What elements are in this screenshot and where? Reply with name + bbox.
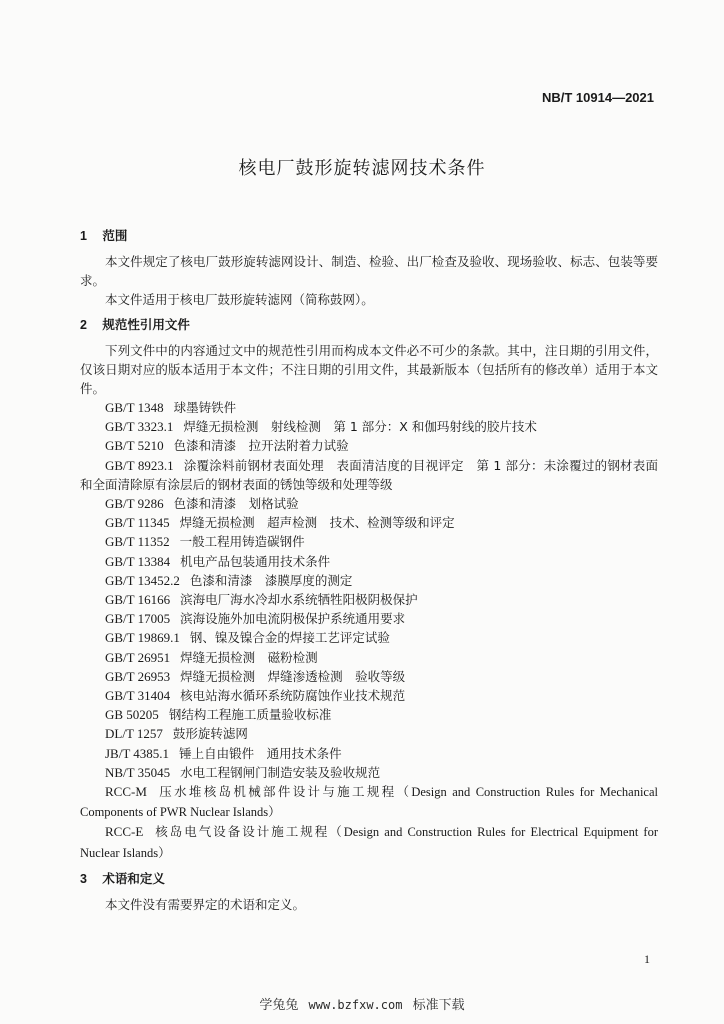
section-title: 规范性引用文件 [102,317,190,332]
document-title: 核电厂鼓形旋转滤网技术条件 [238,158,486,179]
reference-title: 水电工程钢闸门制造安装及验收规范 [180,764,381,780]
reference-code: GB/T 26951 [105,649,171,665]
page-number: 1 [644,952,650,966]
section-number: 1 [80,229,87,243]
section-title: 术语和定义 [102,870,165,886]
watermark-prefix: 学兔兔 [259,998,299,1013]
reference-code: GB/T 11345 [105,515,170,531]
reference-title: 球墨铸铁件 [173,400,237,415]
reference-title: 锤上自由锻件 通用技术条件 [179,745,342,761]
section-heading-terms [80,869,658,889]
reference-item [80,609,658,628]
reference-title: 核岛电气设备设计施工规程 [153,824,330,840]
reference-title: 色漆和清漆 漆膜厚度的测定 [189,572,353,588]
reference-code: GB 50205 [105,707,159,723]
reference-code: JB/T 4385.1 [105,745,170,761]
reference-item [80,456,658,494]
reference-title: 色漆和清漆 拉开法附着力试验 [173,438,349,454]
reference-code: GB/T 19869.1 [105,630,180,646]
reference-code: GB/T 13384 [105,553,171,569]
reference-title: 钢、镍及镍合金的焊接工艺评定试验 [189,630,390,646]
reference-title-english: （Design and Construction Rules for Mechanical Components of PWR Nuclear Islands） [80,785,658,820]
reference-code: GB/T 9286 [105,496,164,512]
reference-title: 钢结构工程施工质量验收标准 [168,707,332,723]
reference-item [80,494,658,513]
terms-paragraph: 本文件没有需要界定的术语和定义。 [105,896,306,912]
reference-item [80,705,658,724]
reference-code: GB/T 8923.1 [105,457,174,473]
reference-title: 一般工程用铸造碳钢件 [179,534,305,550]
standard-number: NB/T 10914—2021 [541,90,654,105]
reference-code: GB/T 11352 [105,534,170,550]
reference-title: 滨海设施外加电流阴极保护系统通用要求 [180,611,406,627]
reference-title: 核电站海水循环系统防腐蚀作业技术规范 [180,688,406,704]
scope-paragraph: 本文件适用于核电厂鼓形旋转滤网（简称鼓网）。 [105,292,374,307]
reference-item [80,763,658,782]
reference-item [80,782,658,822]
reference-item [80,571,658,590]
reference-item [80,398,658,417]
reference-item [80,552,658,571]
reference-code: GB/T 13452.2 [105,572,180,588]
reference-code: RCC-E [105,824,144,840]
reference-title: 压水堆核岛机械部件设计与施工规程 [156,784,397,800]
reference-title: 涂覆涂料前钢材表面处理 表面清洁度的目视评定 第 1 部分：未涂覆过的钢材表面和全面清除原有涂层后的钢材表面的锈蚀等级和处理等级 [80,457,658,492]
section-heading-normative-references [80,315,658,335]
reference-code: GB/T 16166 [105,592,171,608]
reference-item [80,648,658,667]
watermark-suffix: 标准下载 [412,998,465,1013]
reference-code: DL/T 1257 [105,726,163,742]
reference-title: 焊缝无损检测 磁粉检测 [180,649,318,665]
reference-title: 焊缝无损检测 超声检测 技术、检测等级和评定 [179,515,455,531]
reference-code: GB/T 26953 [105,668,171,684]
reference-code: GB/T 31404 [105,688,171,704]
reference-item [80,822,658,862]
section-number: 3 [80,871,87,886]
reference-title: 滨海电厂海水冷却水系统牺牲阳极阴极保护 [180,592,418,608]
reference-title: 机电产品包装通用技术条件 [180,553,331,569]
reference-list [80,398,658,863]
reference-code: GB/T 3323.1 [105,419,174,435]
section-heading-scope [80,226,658,246]
reference-item [80,628,658,647]
watermark-site: www.bzfxw.com [308,998,403,1012]
reference-item [80,724,658,743]
reference-item [80,744,658,763]
reference-code: RCC-M [105,784,147,800]
reference-title: 色漆和清漆 划格试验 [173,496,299,512]
document-body [80,226,658,914]
footer-watermark [0,994,724,1013]
reference-code: NB/T 35045 [105,764,171,780]
reference-title-english: （Design and Construction Rules for Electrical Equipment for Nuclear Islands） [80,825,658,860]
references-intro: 下列文件中的内容通过文中的规范性引用而构成本文件必不可少的条款。其中，注日期的引用文件，仅该日期对应的版本适用于本文件；不注日期的引用文件，其最新版本（包括所有的修改单）适用于本文件。 [80,343,658,396]
reference-title: 焊缝无损检测 焊缝渗透检测 验收等级 [180,668,406,684]
reference-item [80,686,658,705]
section-title: 范围 [102,228,128,243]
reference-item [80,667,658,686]
reference-code: GB/T 17005 [105,611,171,627]
reference-title: 焊缝无损检测 射线检测 第 1 部分：X 和伽玛射线的胶片技术 [183,419,537,435]
reference-item [80,417,658,436]
reference-title: 鼓形旋转滤网 [172,726,248,742]
scope-paragraph: 本文件规定了核电厂鼓形旋转滤网设计、制造、检验、出厂检查及验收、现场验收、标志、包装等要求。 [80,254,658,288]
reference-item [80,436,658,455]
section-number: 2 [80,318,87,332]
reference-code: GB/T 5210 [105,438,164,454]
reference-item [80,532,658,551]
reference-code: GB/T 1348 [105,400,164,415]
reference-item [80,513,658,532]
reference-item [80,590,658,609]
